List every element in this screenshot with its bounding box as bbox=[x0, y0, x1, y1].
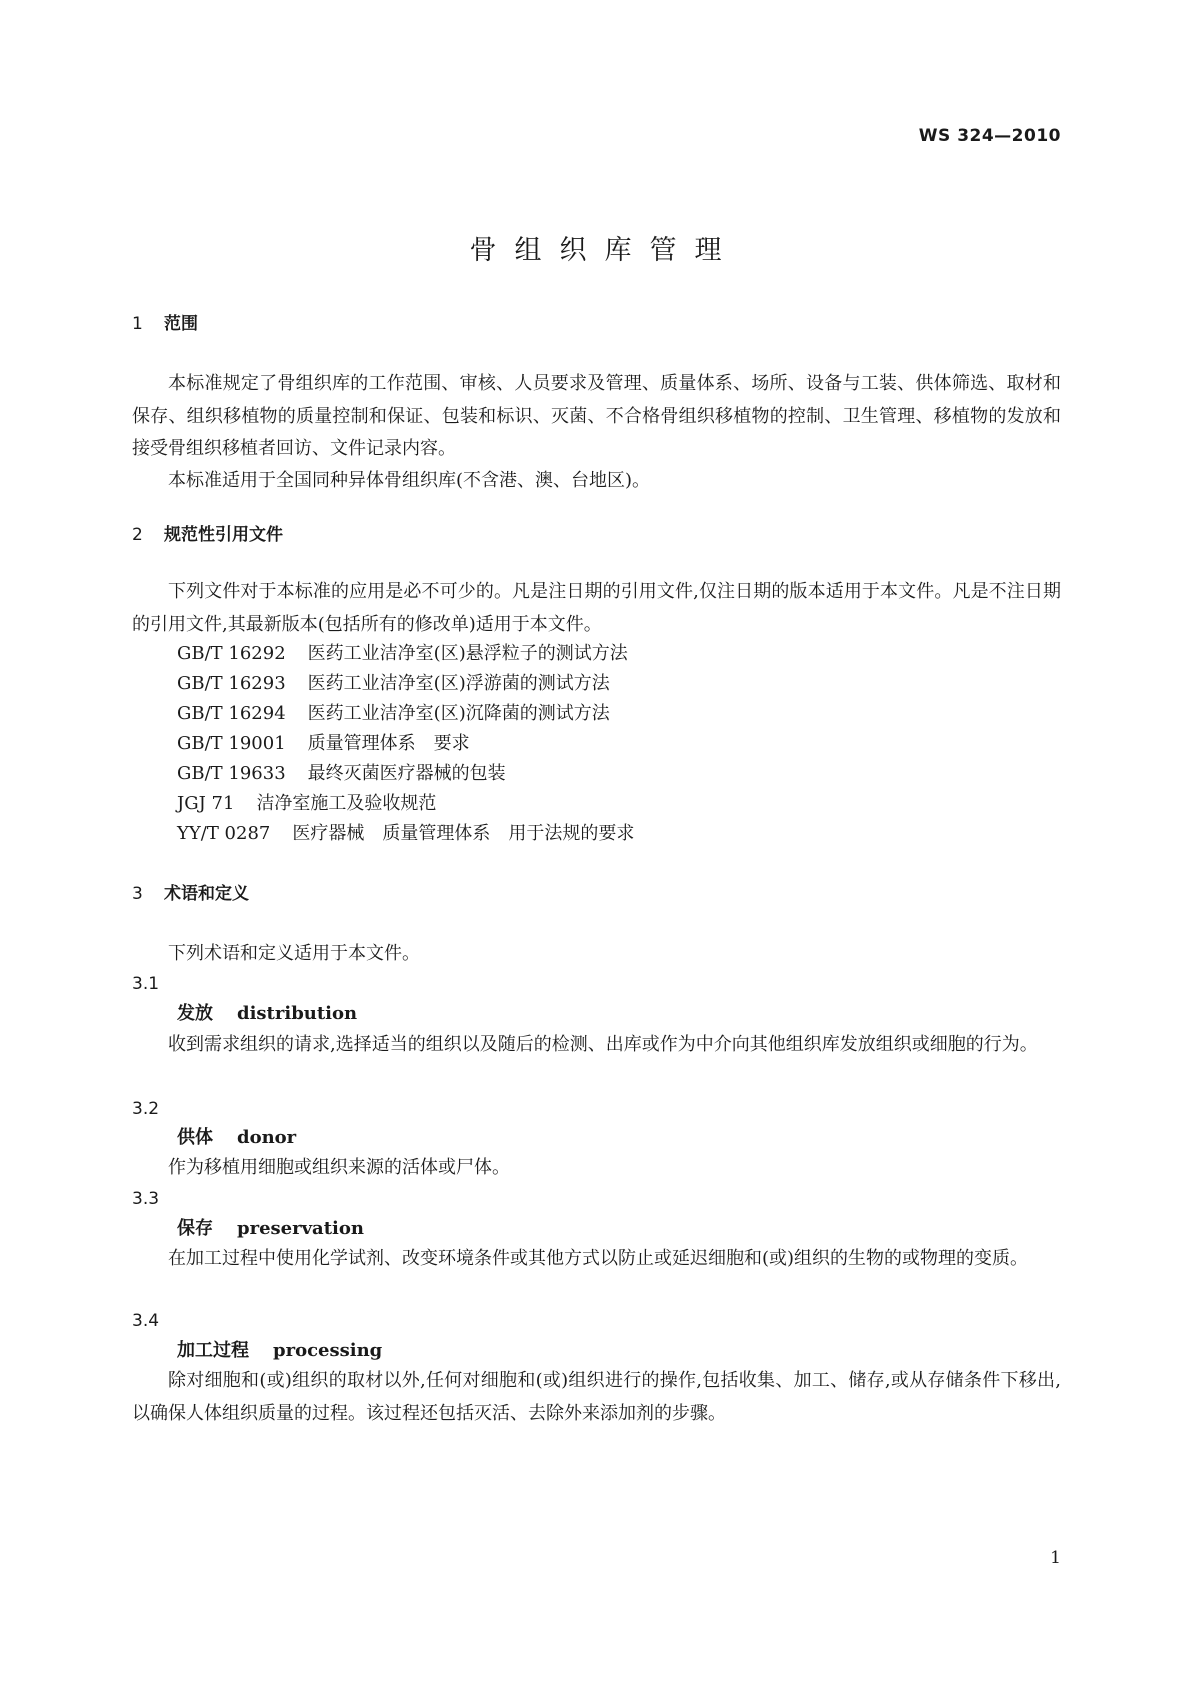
scope-paragraph-1: 本标准规定了骨组织库的工作范围、审核、人员要求及管理、质量体系、场所、设备与工装、供体筛选、取材和保存、组织移植物的质量控制和保证、包装和标识、灭菌、不合格骨组织移植物的控制、卫生管理、移植物的发放和接受骨组织移植者回访、文件记录内容。 bbox=[132, 373, 1061, 459]
clause-number: 3.4 bbox=[132, 1311, 160, 1331]
section-number: 1 bbox=[132, 314, 143, 334]
reference-code: GB/T 16294 bbox=[177, 703, 286, 724]
reference-title: 医药工业洁净室(区)浮游菌的测试方法 bbox=[307, 673, 610, 694]
term-chinese: 保存 bbox=[177, 1218, 213, 1239]
reference-item bbox=[177, 758, 506, 791]
reference-item bbox=[177, 668, 610, 701]
reference-title: 医药工业洁净室(区)悬浮粒子的测试方法 bbox=[307, 643, 628, 664]
clause-number: 3.2 bbox=[132, 1099, 160, 1119]
reference-code: GB/T 19001 bbox=[177, 733, 286, 754]
reference-title: 质量管理体系 要求 bbox=[307, 733, 470, 754]
term-chinese: 发放 bbox=[177, 1003, 213, 1024]
terms-intro: 下列术语和定义适用于本文件。 bbox=[168, 943, 420, 964]
section-title: 范围 bbox=[164, 314, 198, 334]
term-heading bbox=[177, 1335, 382, 1368]
term-chinese: 供体 bbox=[177, 1127, 213, 1148]
section-number: 2 bbox=[132, 525, 143, 545]
reference-item bbox=[177, 638, 628, 671]
reference-title: 医疗器械 质量管理体系 用于法规的要求 bbox=[292, 823, 635, 844]
term-chinese: 加工过程 bbox=[177, 1340, 249, 1361]
section-2-heading bbox=[132, 519, 283, 552]
term-definition: 除对细胞和(或)组织的取材以外,任何对细胞和(或)组织进行的操作,包括收集、加工、储存,或从存储条件下移出,以确保人体组织质量的过程。该过程还包括灭活、去除外来添加剂的步骤。 bbox=[132, 1370, 1061, 1424]
scope-paragraph-2: 本标准适用于全国同种异体骨组织库(不含港、澳、台地区)。 bbox=[168, 470, 651, 491]
term-heading bbox=[177, 1122, 296, 1155]
clause-number: 3.3 bbox=[132, 1189, 160, 1209]
reference-title: 最终灭菌医疗器械的包装 bbox=[307, 763, 506, 784]
term-english: preservation bbox=[237, 1218, 364, 1239]
document-title: 骨组织库管理 bbox=[469, 235, 740, 266]
page-number: 1 bbox=[1050, 1548, 1061, 1568]
section-title: 术语和定义 bbox=[164, 884, 249, 904]
section-3-heading bbox=[132, 878, 249, 911]
reference-code: JGJ 71 bbox=[177, 793, 235, 814]
section-1-heading bbox=[132, 308, 198, 341]
reference-item bbox=[177, 788, 436, 821]
clause-number: 3.1 bbox=[132, 974, 160, 994]
term-heading bbox=[177, 998, 357, 1031]
section-title: 规范性引用文件 bbox=[164, 525, 283, 545]
reference-item bbox=[177, 698, 610, 731]
term-definition: 在加工过程中使用化学试剂、改变环境条件或其他方式以防止或延迟细胞和(或)组织的生物的或物理的变质。 bbox=[168, 1248, 1029, 1269]
reference-code: GB/T 19633 bbox=[177, 763, 286, 784]
term-english: distribution bbox=[237, 1003, 358, 1024]
reference-code: YY/T 0287 bbox=[177, 823, 271, 844]
reference-item bbox=[177, 818, 634, 851]
reference-title: 医药工业洁净室(区)沉降菌的测试方法 bbox=[307, 703, 610, 724]
term-heading bbox=[177, 1213, 364, 1246]
term-definition: 收到需求组织的请求,选择适当的组织以及随后的检测、出库或作为中介向其他组织库发放组织或细胞的行为。 bbox=[168, 1034, 1038, 1055]
standard-code: WS 324—2010 bbox=[918, 126, 1061, 146]
reference-title: 洁净室施工及验收规范 bbox=[256, 793, 437, 814]
reference-code: GB/T 16292 bbox=[177, 643, 286, 664]
term-english: processing bbox=[273, 1340, 383, 1361]
term-english: donor bbox=[237, 1127, 297, 1148]
reference-item bbox=[177, 728, 470, 761]
reference-code: GB/T 16293 bbox=[177, 673, 286, 694]
references-intro: 下列文件对于本标准的应用是必不可少的。凡是注日期的引用文件,仅注日期的版本适用于本文件。凡是不注日期的引用文件,其最新版本(包括所有的修改单)适用于本文件。 bbox=[132, 581, 1061, 635]
section-number: 3 bbox=[132, 884, 143, 904]
term-definition: 作为移植用细胞或组织来源的活体或尸体。 bbox=[168, 1157, 510, 1178]
